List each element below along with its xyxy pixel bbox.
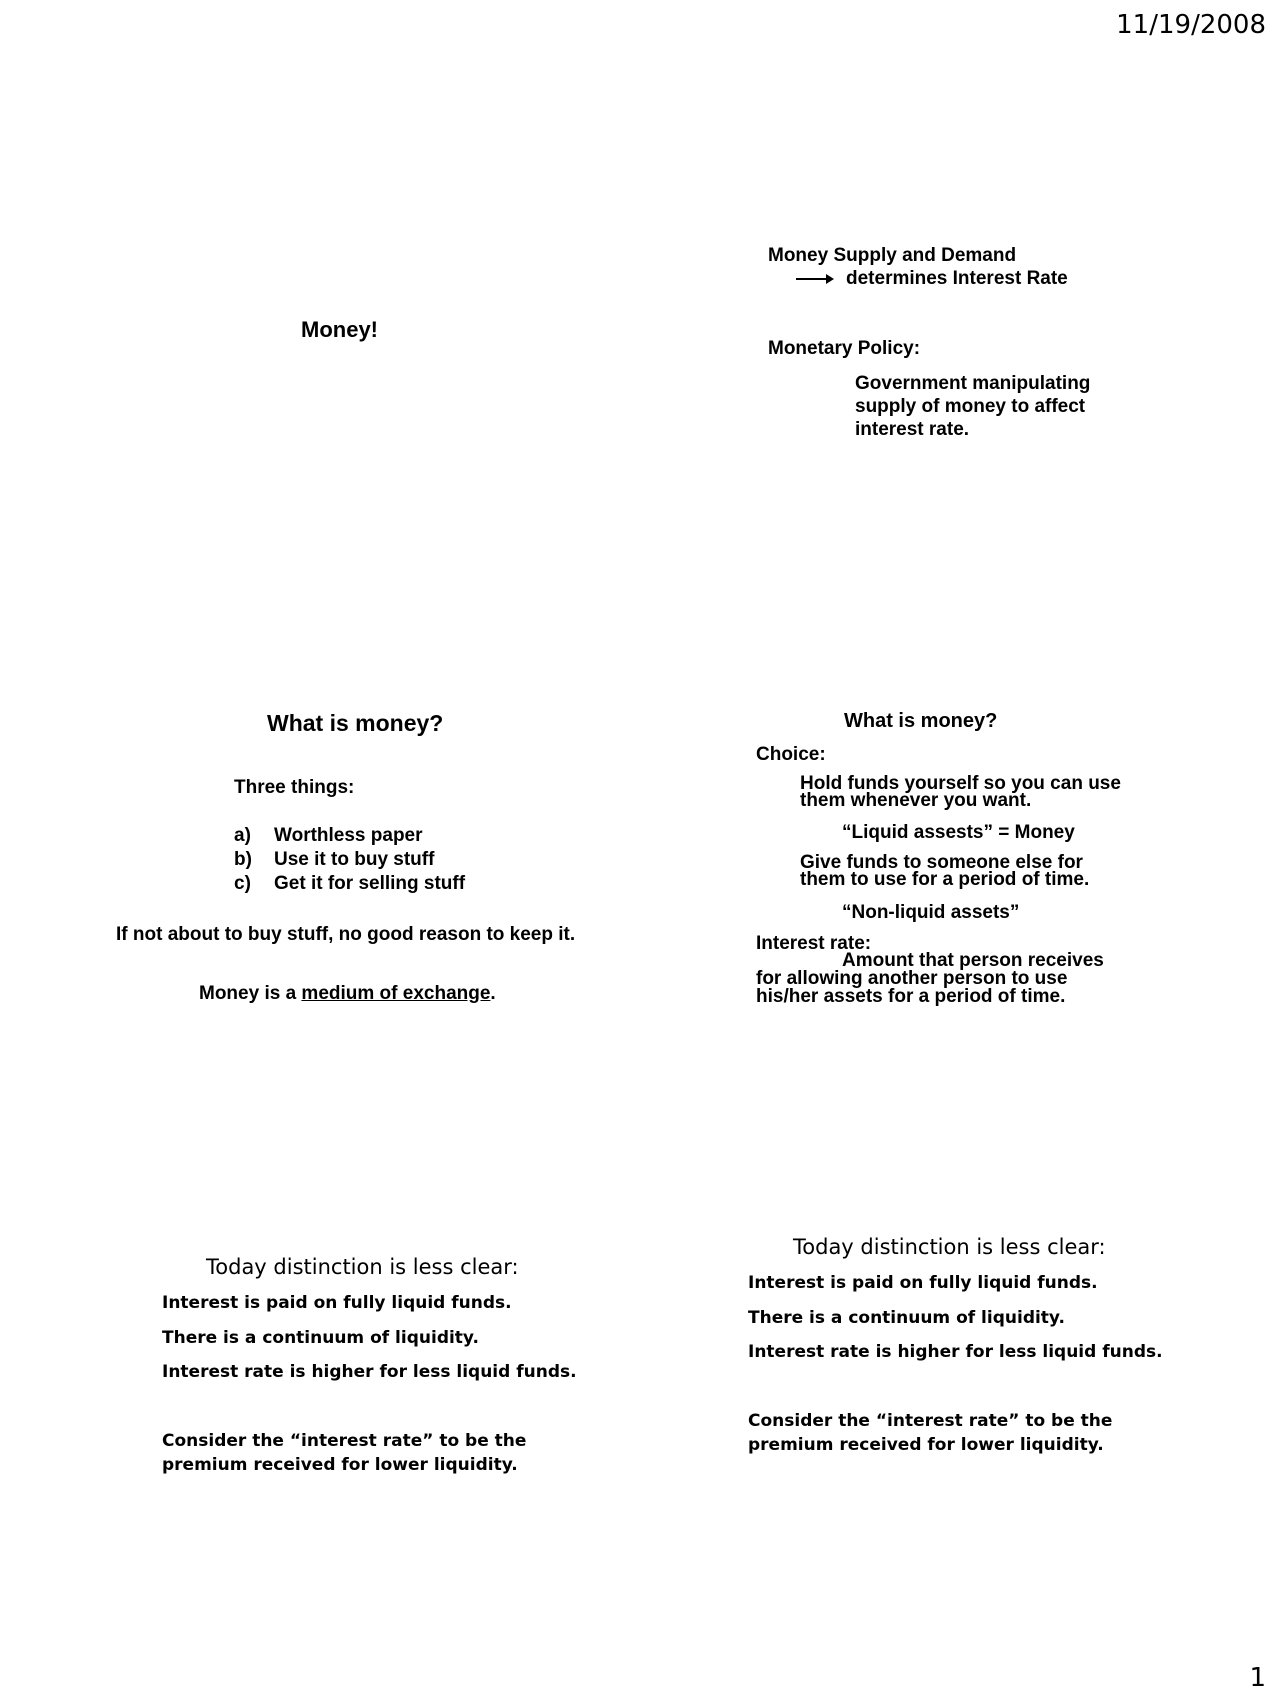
slide-6-point-3: Interest rate is higher for less liquid funds. [748,1342,1163,1362]
slide-6-point-1: Interest is paid on fully liquid funds. [748,1273,1098,1293]
slide-5-point-3: Interest rate is higher for less liquid funds. [162,1362,577,1382]
slide-3-intro: Three things: [234,777,355,798]
slide-4-ir-line2: for allowing another person to use [756,968,1068,989]
slide-4-ir-line1: Amount that person receives [842,950,1104,971]
right-arrow-icon [796,278,832,280]
slide-3-conclusion [199,982,496,1005]
document-date: 11/19/2008 [1116,10,1266,40]
slide-3-note: If not about to buy stuff, no good reason to keep it. [116,924,576,945]
list-item: c) Get it for selling stuff [234,873,466,894]
slide-4-opt1-label: “Liquid assests” = Money [842,822,1075,843]
slide-4-choice: Choice: [756,744,826,765]
slide-5-closing-2: premium received for lower liquidity. [162,1455,518,1475]
slide-6-closing-1: Consider the “interest rate” to be the [748,1411,1113,1431]
list-item: b) Use it to buy stuff [234,849,435,870]
slide-6-closing-2: premium received for lower liquidity. [748,1435,1104,1455]
slide-1-title: Money! [301,317,378,342]
slide-2-desc-2: supply of money to affect [855,396,1086,417]
slide-6-title: Today distinction is less clear: [793,1235,1106,1259]
slide-2-desc-3: interest rate. [855,419,970,440]
slide-4-title: What is money? [844,710,998,732]
slide-2-heading: Monetary Policy: [768,338,921,359]
list-item: a) Worthless paper [234,825,423,846]
conclusion-term: medium of exchange [301,983,491,1004]
slide-2-line2-text: determines Interest Rate [846,268,1068,289]
slide-3-list [234,824,465,896]
slide-4-opt2-2: them to use for a period of time. [800,869,1090,890]
slide-4-opt1-2: them whenever you want. [800,790,1032,811]
slide-3-title: What is money? [267,710,444,736]
slide-6-point-2: There is a continuum of liquidity. [748,1308,1065,1328]
slide-4-ir-line3: his/her assets for a period of time. [756,986,1066,1007]
conclusion-suffix: . [490,983,496,1004]
slide-2-line1: Money Supply and Demand [768,245,1017,266]
slide-5-point-2: There is a continuum of liquidity. [162,1328,479,1348]
slide-4-ir-heading: Interest rate: [756,933,872,954]
slide-2-desc-1: Government manipulating [855,373,1091,394]
slide-4-opt2-label: “Non-liquid assets” [842,902,1020,923]
slide-5-closing-1: Consider the “interest rate” to be the [162,1431,527,1451]
slide-4-opt1-1: Hold funds yourself so you can use [800,773,1121,794]
page-number: 1 [1249,1663,1266,1693]
slide-2-line2 [796,267,1068,290]
slide-4-opt2-1: Give funds to someone else for [800,852,1083,873]
slide-5-title: Today distinction is less clear: [206,1255,519,1279]
slide-5-point-1: Interest is paid on fully liquid funds. [162,1293,512,1313]
conclusion-prefix: Money is a [199,983,302,1004]
